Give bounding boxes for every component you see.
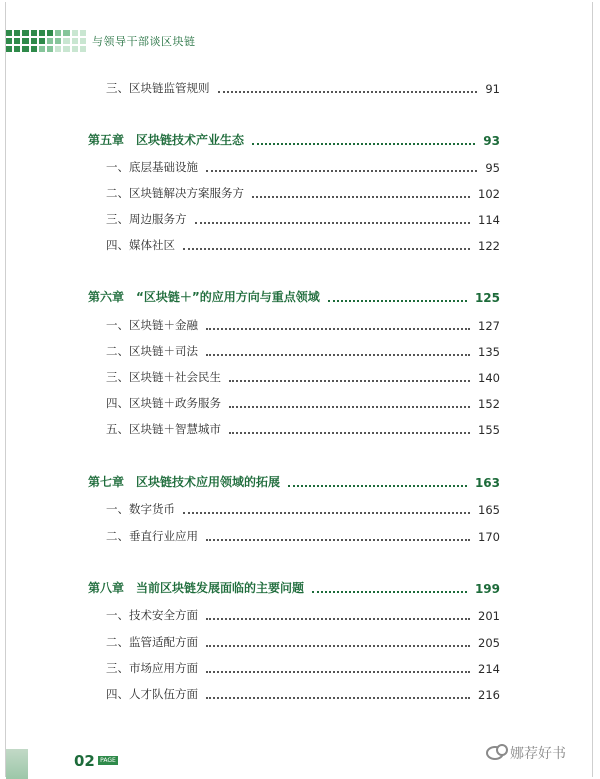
- toc-entry-page: 127: [478, 319, 500, 333]
- toc-entry-label: 一、技术安全方面: [106, 608, 198, 622]
- book-title: 与领导干部谈区块链: [92, 35, 196, 48]
- dot-leader: [183, 512, 470, 514]
- toc-entry[interactable]: [106, 634, 500, 650]
- toc-chapter-page: 199: [474, 582, 500, 596]
- toc-entry[interactable]: [106, 317, 500, 333]
- dot-leader: [312, 591, 467, 593]
- dot-leader: [252, 143, 475, 145]
- toc-entry[interactable]: [106, 159, 500, 175]
- dot-leader: [206, 645, 470, 647]
- toc-entry-label: 三、周边服务方: [106, 212, 187, 226]
- toc-entry-label: 二、监管适配方面: [106, 635, 198, 649]
- toc-entry-label: 四、媒体社区: [106, 238, 175, 252]
- toc-entry-label: 三、区块链＋社会民生: [106, 370, 221, 384]
- toc-entry-page: 155: [478, 423, 500, 437]
- toc-entry[interactable]: [106, 211, 500, 227]
- toc-entry-page: 170: [478, 530, 500, 544]
- toc-chapter-page: 93: [483, 134, 500, 148]
- dot-leader: [206, 170, 477, 172]
- toc-chapter[interactable]: [88, 289, 500, 305]
- dot-leader: [206, 671, 470, 673]
- toc-entry-label: 五、区块链＋智慧城市: [106, 422, 221, 436]
- watermark-text: 娜荐好书: [510, 746, 566, 762]
- dot-leader: [252, 196, 470, 198]
- toc-entry-label: 三、区块链监管规则: [106, 81, 210, 95]
- page-tag: PAGE: [98, 756, 118, 765]
- toc-entry[interactable]: [106, 686, 500, 702]
- dot-leader: [195, 222, 471, 224]
- toc-entry[interactable]: [106, 185, 500, 201]
- toc-entry[interactable]: [106, 80, 500, 96]
- toc-entry-page: 165: [478, 503, 500, 517]
- toc-chapter[interactable]: [88, 132, 500, 148]
- toc-chapter-label: 第八章 当前区块链发展面临的主要问题: [88, 581, 305, 595]
- toc-chapter-page: 125: [474, 291, 500, 305]
- toc-entry-page: 216: [478, 688, 500, 702]
- running-header: [6, 30, 246, 52]
- dot-leader: [229, 432, 470, 434]
- toc-chapter-page: 163: [474, 476, 500, 490]
- page-number: 02: [74, 752, 95, 770]
- toc-chapter-label: 第七章 区块链技术应用领域的拓展: [88, 475, 281, 489]
- toc-entry[interactable]: [106, 395, 500, 411]
- dot-leader: [229, 380, 470, 382]
- dot-leader: [206, 697, 470, 699]
- toc-entry-page: 205: [478, 636, 500, 650]
- toc-entry-page: 214: [478, 662, 500, 676]
- toc-chapter-label: 第六章 “区块链＋”的应用方向与重点领域: [88, 290, 320, 304]
- footer-color-bar: [6, 749, 28, 779]
- dot-leader: [288, 485, 467, 487]
- toc-entry-page: 201: [478, 609, 500, 623]
- watermark: [486, 743, 566, 763]
- toc-entry-label: 四、人才队伍方面: [106, 687, 198, 701]
- toc-entry-page: 95: [485, 161, 500, 175]
- toc-entry[interactable]: [106, 421, 500, 437]
- dot-leader: [206, 618, 470, 620]
- toc-entry-page: 102: [478, 187, 500, 201]
- dot-leader: [328, 300, 467, 302]
- wechat-icon: [486, 746, 504, 760]
- dot-leader: [206, 539, 470, 541]
- toc-entry-page: 91: [485, 82, 500, 96]
- toc-entry-label: 三、市场应用方面: [106, 661, 198, 675]
- dot-leader: [218, 91, 478, 93]
- toc-entry-label: 一、区块链＋金融: [106, 318, 198, 332]
- toc-entry-label: 二、区块链＋司法: [106, 344, 198, 358]
- toc-entry-label: 二、区块链解决方案服务方: [106, 186, 244, 200]
- dot-grid-ornament: [6, 30, 86, 52]
- toc-entry-page: 140: [478, 371, 500, 385]
- dot-leader: [206, 354, 470, 356]
- toc-entry[interactable]: [106, 501, 500, 517]
- toc-entry[interactable]: [106, 607, 500, 623]
- toc-chapter-label: 第五章 区块链技术产业生态: [88, 133, 245, 147]
- toc-chapter[interactable]: [88, 580, 500, 596]
- toc-entry-label: 一、数字货币: [106, 502, 175, 516]
- toc-chapter[interactable]: [88, 474, 500, 490]
- toc-entry[interactable]: [106, 369, 500, 385]
- toc-entry-label: 四、区块链＋政务服务: [106, 396, 221, 410]
- toc-entry-page: 135: [478, 345, 500, 359]
- toc-entry-page: 152: [478, 397, 500, 411]
- dot-leader: [183, 248, 470, 250]
- toc-entry-page: 122: [478, 239, 500, 253]
- dot-leader: [206, 328, 470, 330]
- toc-entry[interactable]: [106, 660, 500, 676]
- toc-entry-label: 二、垂直行业应用: [106, 529, 198, 543]
- dot-leader: [229, 406, 470, 408]
- toc-entry-label: 一、底层基础设施: [106, 160, 198, 174]
- toc-entry[interactable]: [106, 343, 500, 359]
- toc-entry[interactable]: [106, 237, 500, 253]
- toc-entry[interactable]: [106, 528, 500, 544]
- toc-entry-page: 114: [478, 213, 500, 227]
